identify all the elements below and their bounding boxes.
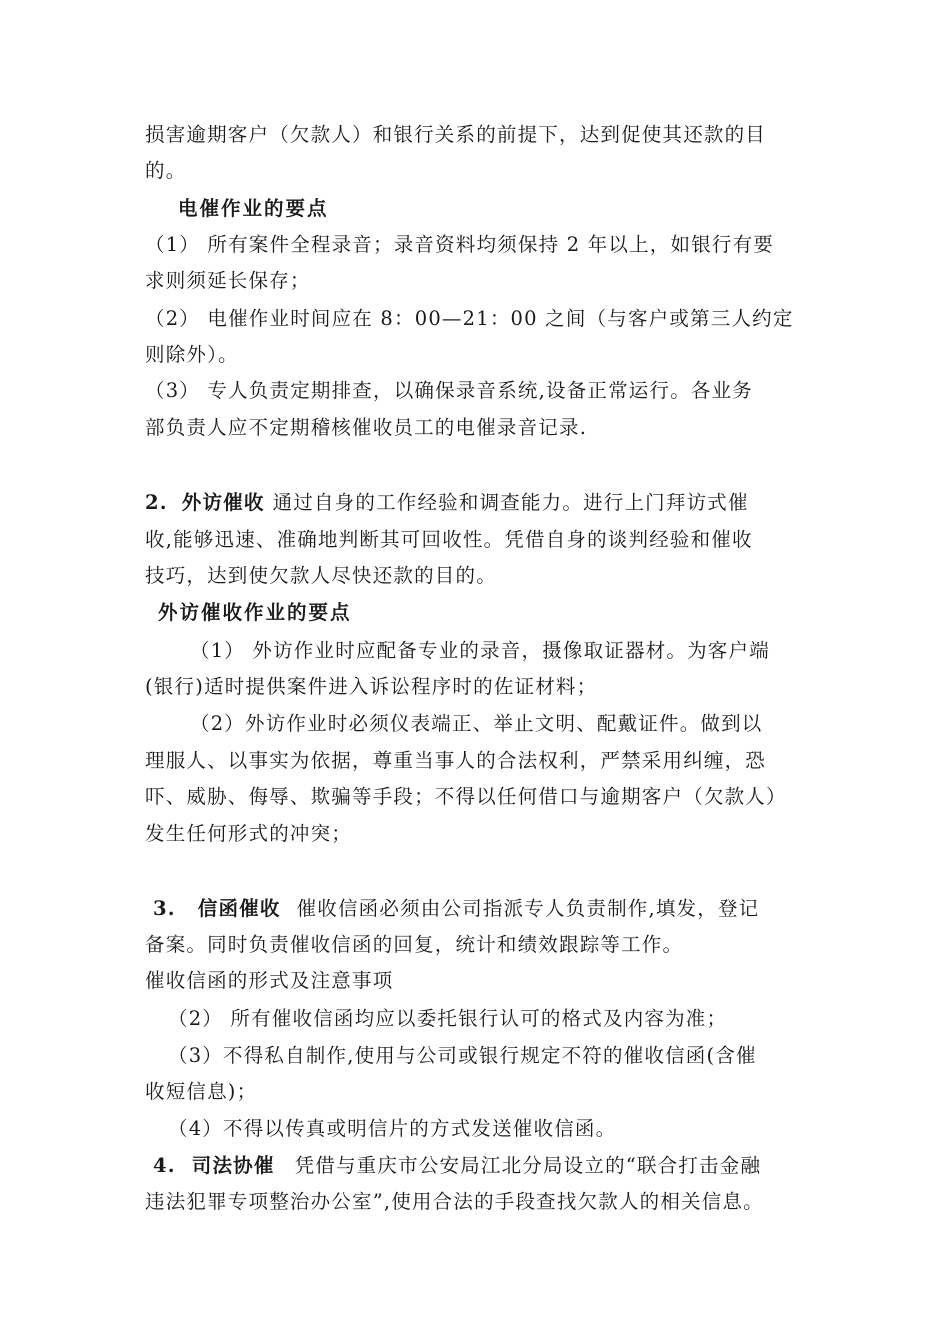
paragraph-line: 损害逾期客户（欠款人）和银行关系的前提下，达到促使其还款的目 xyxy=(145,123,767,146)
paragraph-line: 部负责人应不定期稽核催收员工的电催录音记录. xyxy=(145,416,588,439)
section-title: 信函催收 xyxy=(197,897,281,920)
list-item: （3）不得私自制作,使用与公司或银行规定不符的催收信函(含催 xyxy=(168,1044,757,1067)
section-number: 2. xyxy=(145,491,168,514)
section-4-heading-line xyxy=(153,1153,810,1179)
section-3-heading-line xyxy=(153,896,810,922)
list-item: （3） 专人负责定期排查，以确保录音系统,设备正常运行。各业务 xyxy=(145,379,754,402)
section-number: 4. xyxy=(153,1154,176,1177)
paragraph-line: 技巧，达到使欠款人尽快还款的目的。 xyxy=(145,564,497,587)
list-item: （4）不得以传真或明信片的方式发送催收信函。 xyxy=(168,1117,617,1140)
paragraph-line: 发生任何形式的冲突； xyxy=(145,822,353,845)
paragraph-line: 收,能够迅速、准确地判断其可回收性。凭借自身的谈判经验和催收 xyxy=(145,528,753,551)
subheading-phone-collection-points: 电催作业的要点 xyxy=(178,197,329,220)
section-2-heading-line xyxy=(145,490,810,516)
section-number: 3. xyxy=(153,897,176,920)
paragraph-line: 的。 xyxy=(145,159,187,182)
list-item: （1） 外访作业时应配备专业的录音，摄像取证器材。为客户端 xyxy=(190,639,770,662)
paragraph-line: 收短信息)； xyxy=(145,1080,258,1103)
paragraph-line: 则除外）。 xyxy=(145,343,239,366)
paragraph-line: 求则须延长保存； xyxy=(145,269,311,292)
list-item: （2）外访作业时必须仪表端正、举止文明、配戴证件。做到以 xyxy=(190,712,763,735)
section-title: 司法协催 xyxy=(191,1154,275,1177)
section-text: 催收信函必须由公司指派专人负责制作,填发，登记 xyxy=(296,897,760,920)
section-title: 外访催收 xyxy=(181,491,265,514)
paragraph-line: 理服人、以事实为依据，尊重当事人的合法权利，严禁采用纠缠，恐 xyxy=(145,749,767,772)
subheading-letter-collection: 催收信函的形式及注意事项 xyxy=(145,969,394,992)
paragraph-line: 吓、威胁、侮辱、欺骗等手段；不得以任何借口与逾期客户（欠款人） xyxy=(145,785,787,808)
section-text: 通过自身的工作经验和调查能力。进行上门拜访式催 xyxy=(272,491,749,514)
section-text: 凭借与重庆市公安局江北分局设立的“联合打击金融 xyxy=(294,1154,762,1177)
paragraph-line: 违法犯罪专项整治办公室”,使用合法的手段查找欠款人的相关信息。 xyxy=(145,1190,764,1213)
list-item: （2） 所有催收信函均应以委托银行认可的格式及内容为准； xyxy=(168,1007,728,1030)
paragraph-line: (银行)适时提供案件进入诉讼程序时的佐证材料； xyxy=(145,675,598,698)
list-item: （1） 所有案件全程录音；录音资料均须保持 2 年以上，如银行有要 xyxy=(145,233,775,256)
paragraph-line: 备案。同时负责催收信函的回复，统计和绩效跟踪等工作。 xyxy=(145,933,684,956)
list-item: （2） 电催作业时间应在 8：00—21：00 之间（与客户或第三人约定 xyxy=(145,307,794,330)
subheading-visit-collection-points: 外访催收作业的要点 xyxy=(158,601,352,624)
